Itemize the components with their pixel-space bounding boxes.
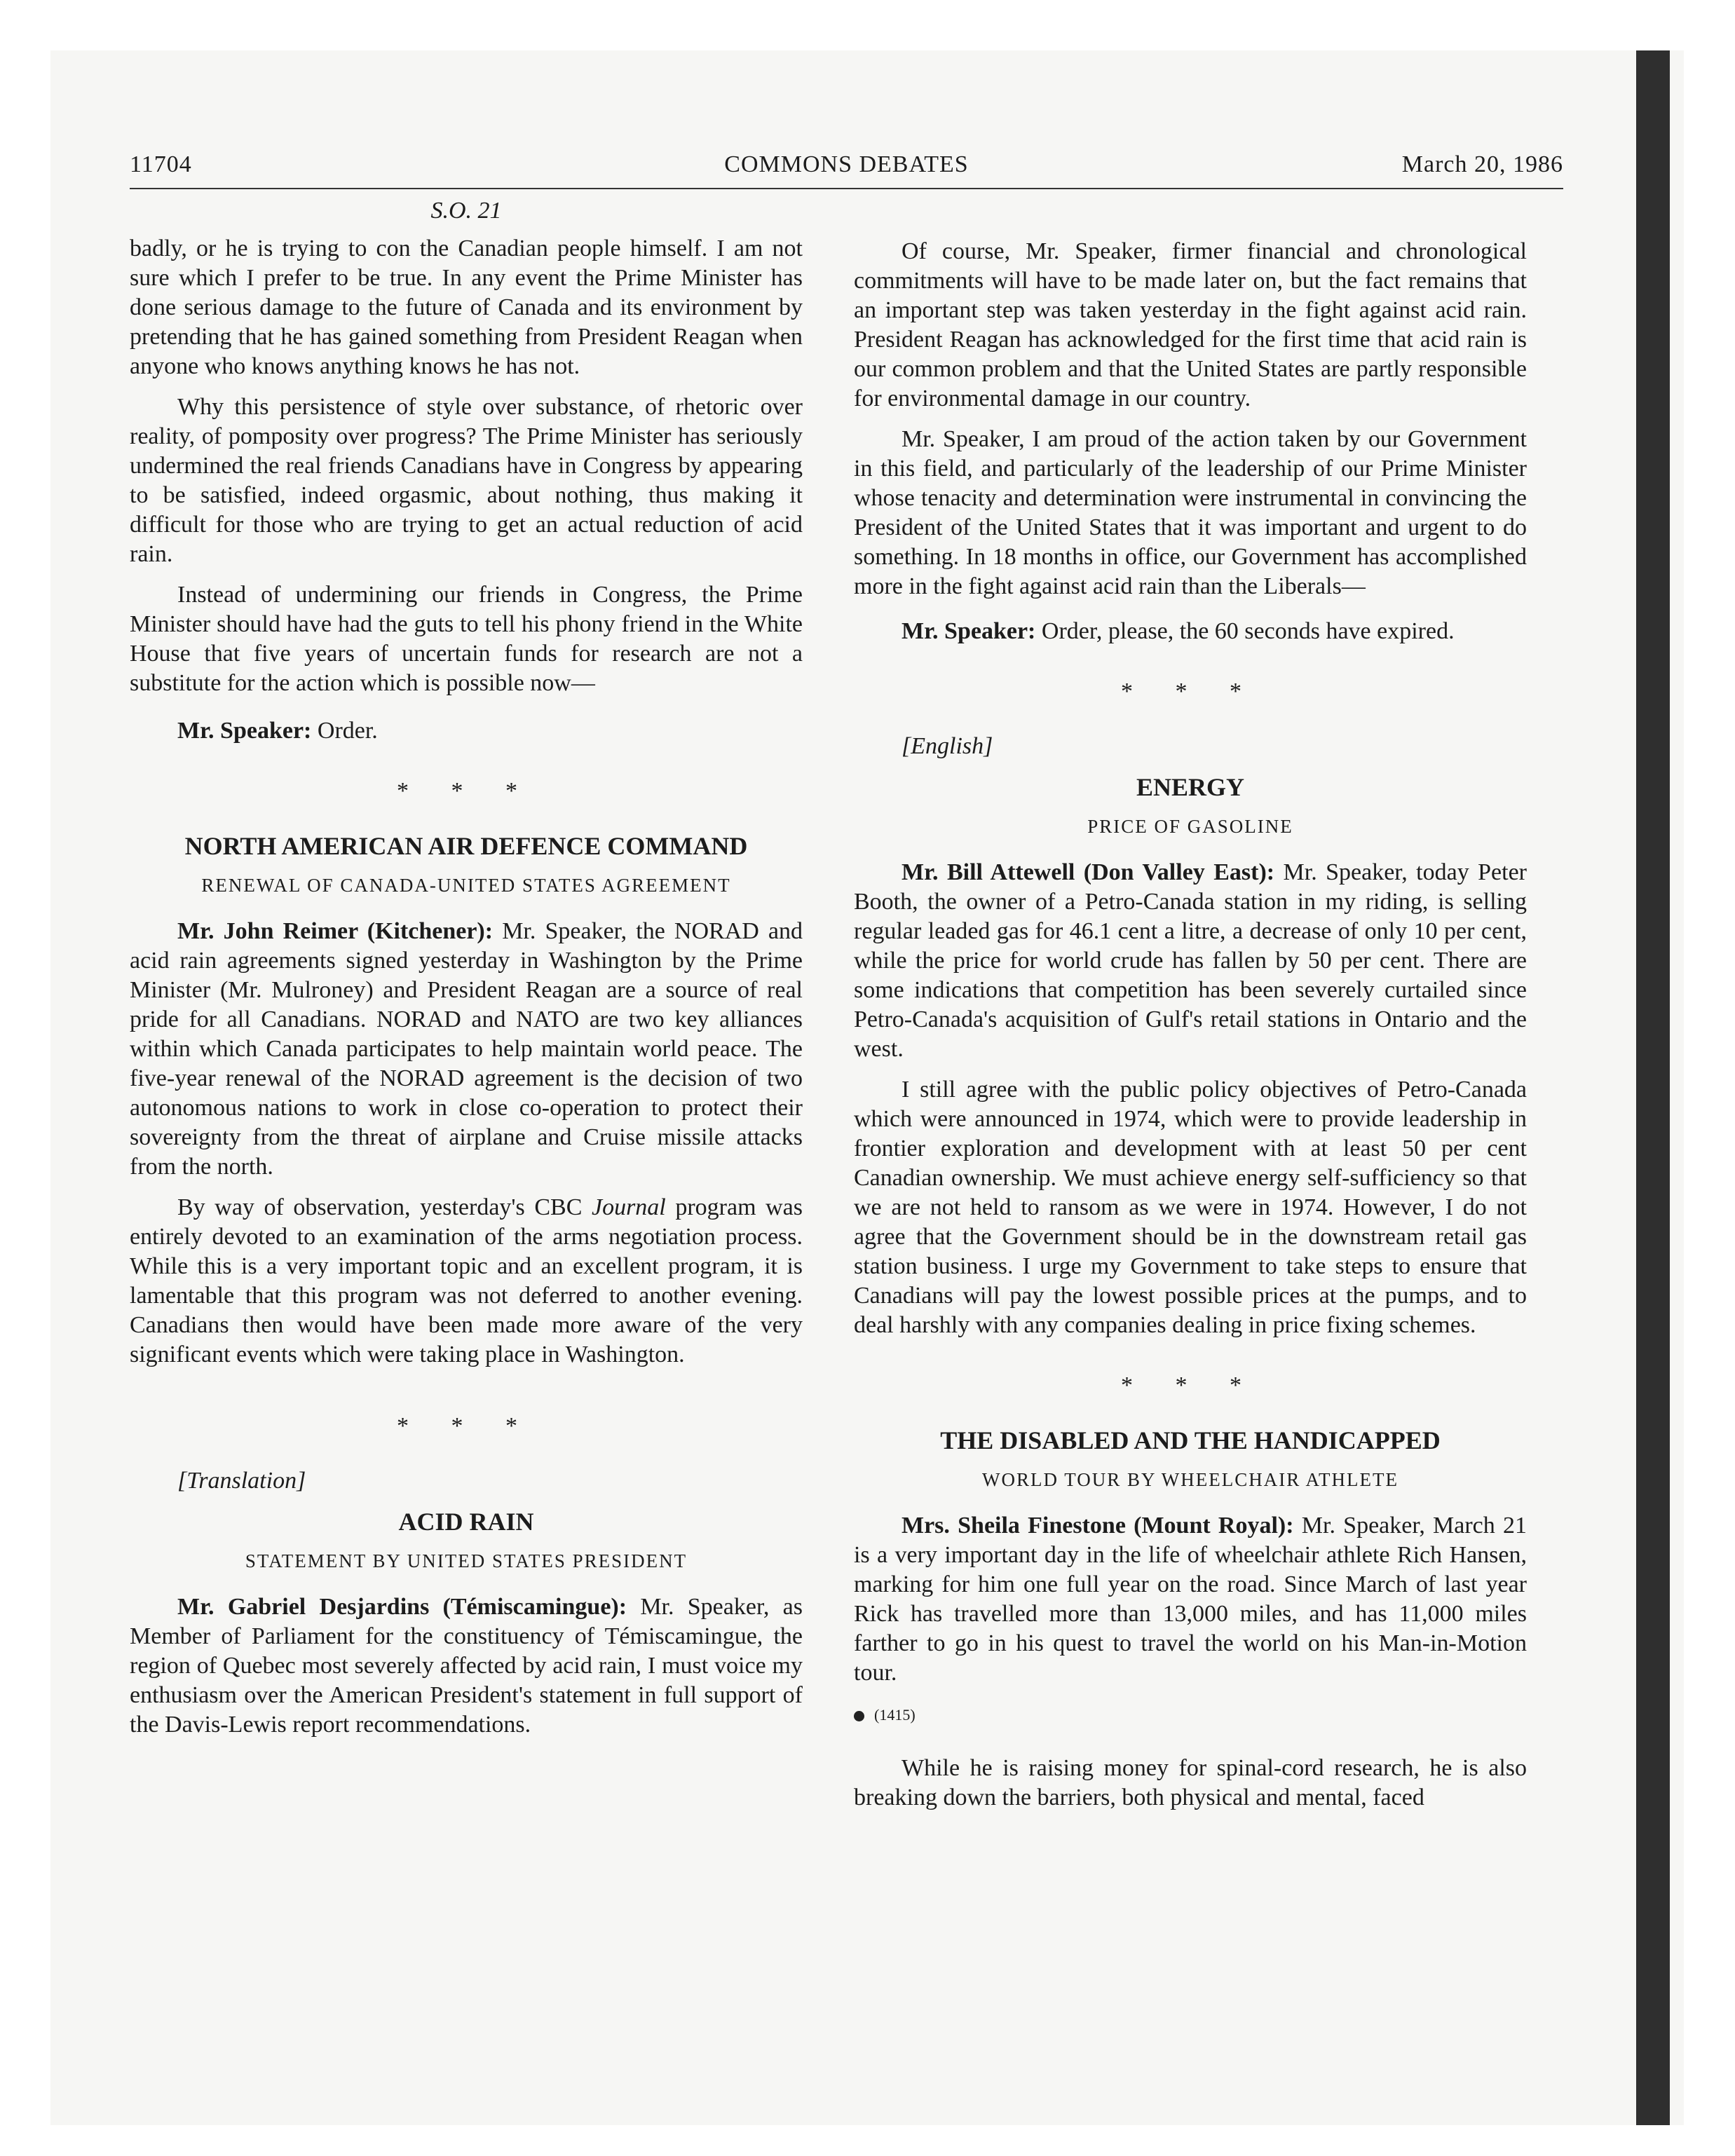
speaker-paragraph bbox=[854, 617, 1527, 646]
standing-order-label: S.O. 21 bbox=[430, 198, 502, 224]
speaker-text: Order, please, the 60 seconds have expired. bbox=[1041, 618, 1455, 644]
paragraph: Of course, Mr. Speaker, firmer financial and chronological commitments will have to be made later on, but the fact remains that an important step was taken yesterday in the fight against acid rain. President Reagan has acknowledged for the first time that acid rain is our common problem and that the United States are partly responsible for environmental damage in our country. bbox=[854, 238, 1527, 411]
speaker-paragraph bbox=[130, 716, 803, 746]
section-subheading: WORLD TOUR BY WHEELCHAIR ATHLETE bbox=[982, 1469, 1399, 1490]
text-run: By way of observation, yesterday's CBC bbox=[177, 1194, 583, 1220]
journal-title: COMMONS DEBATES bbox=[724, 151, 969, 177]
speaker-paragraph bbox=[854, 1511, 1527, 1688]
time-marker bbox=[854, 1700, 1527, 1730]
section-subheading: RENEWAL OF CANADA-UNITED STATES AGREEMENT bbox=[201, 875, 731, 896]
paragraph: I still agree with the public policy objectives of Petro-Canada which were announced in 1974, which were to provide leadership in frontier exploration and development with at least 50 per cent Canadian ownership. We must achieve energy self-sufficiency so that we are not held to ransom as we were in 1974. However, I do not agree that the Government should be in the downstream retail gas station business. I urge my Government to take steps to ensure that Canadians will pay the lowest possible prices at the pumps, and to deal harshly with any companies dealing in price fixing schemes. bbox=[854, 1077, 1527, 1338]
page-date: March 20, 1986 bbox=[1401, 151, 1563, 177]
time-marker-text: (1415) bbox=[874, 1706, 916, 1724]
section-subheading: PRICE OF GASOLINE bbox=[1087, 816, 1293, 837]
section-separator: * * * bbox=[397, 778, 536, 804]
speaker-text: Order. bbox=[317, 718, 378, 744]
speaker-name: Mr. Bill Attewell (Don Valley East): bbox=[901, 859, 1275, 885]
section-separator: * * * bbox=[1121, 678, 1260, 704]
speaker-text: Mr. Speaker, today Peter Booth, the owner of a Petro-Canada station in my riding, is selling regular leaded gas for 46.1 cent a litre, a decrease of only 10 per cent, while the price for world crude has fallen by 50 per cent. There are some indications that competition has been severely curtailed since Petro-Canada's acquisition of Gulf's retail stations in Ontario and the west. bbox=[854, 859, 1527, 1062]
section-heading: ACID RAIN bbox=[398, 1508, 534, 1536]
program-title: Journal bbox=[591, 1194, 666, 1220]
section-heading: THE DISABLED AND THE HANDICAPPED bbox=[940, 1426, 1441, 1454]
paragraph: Instead of undermining our friends in Congress, the Prime Minister should have had the guts to tell his phony friend in the White House that five years of uncertain funds for research are not a substitute for the action which is possible now— bbox=[130, 582, 803, 696]
speaker-name: Mr. John Reimer (Kitchener): bbox=[177, 918, 494, 944]
language-label: [Translation] bbox=[177, 1468, 306, 1494]
language-label: [English] bbox=[901, 733, 993, 759]
paragraph: badly, or he is trying to con the Canadian people himself. I am not sure which I prefer to be true. In any event the Prime Minister has done serious damage to the future of Canada and its environment by pretending that he has gained something from President Reagan when anyone who knows anything knows he has not. bbox=[130, 236, 803, 379]
speaker-text: Mr. Speaker, as Member of Parliament for the constituency of Témiscamingue, the region of Quebec most severely affected by acid rain, I must voice my enthusiasm over the American President's statement in full support of the Davis-Lewis report recommendations. bbox=[130, 1594, 803, 1738]
section-separator: * * * bbox=[1121, 1372, 1260, 1398]
page-number: 11704 bbox=[130, 151, 192, 177]
speaker-paragraph bbox=[854, 858, 1527, 1064]
paragraph bbox=[130, 1193, 803, 1370]
right-column bbox=[854, 237, 1527, 1824]
bullet-icon bbox=[854, 1711, 864, 1721]
speaker-name: Mr. Speaker: bbox=[901, 618, 1036, 644]
left-column bbox=[130, 196, 803, 1751]
running-header bbox=[130, 151, 1563, 189]
section-heading: NORTH AMERICAN AIR DEFENCE COMMAND bbox=[184, 832, 748, 860]
speaker-paragraph bbox=[130, 917, 803, 1182]
scan-edge-bar bbox=[1636, 50, 1670, 2125]
section-separator: * * * bbox=[397, 1413, 536, 1439]
paragraph: Why this persistence of style over substance, of rhetoric over reality, of pomposity over progress? The Prime Minister has seriously undermined the real friends Canadians have in Congress by appearing to be satisfied, indeed orgasmic, about nothing, thus making it difficult for those who are trying to get an actual reduction of acid rain. bbox=[130, 394, 803, 567]
speaker-text: Mr. Speaker, the NORAD and acid rain agreements signed yesterday in Washington by the Prime Minister (Mr. Mulroney) and President Reagan are a source of real pride for all Canadians. NORAD and NATO are two key alliances within which Canada participates to help maintain world peace. The five-year renewal of the NORAD agreement is the decision of two autonomous nations to work in close co-operation to protect their sovereignty from the threat of airplane and Cruise missile attacks from the north. bbox=[130, 918, 803, 1180]
speaker-name: Mr. Gabriel Desjardins (Témiscamingue): bbox=[177, 1594, 627, 1620]
speaker-name: Mr. Speaker: bbox=[177, 718, 312, 744]
speaker-name: Mrs. Sheila Finestone (Mount Royal): bbox=[901, 1513, 1294, 1538]
speaker-text: Mr. Speaker, March 21 is a very important day in the life of wheelchair athlete Rich Hansen, marking for him one full year on the road. Since March of last year Rick has travelled more than 13,000 miles, and has 11,000 miles farther to go in his quest to travel the world on his Man-in-Motion tour. bbox=[854, 1513, 1527, 1686]
paragraph: Mr. Speaker, I am proud of the action taken by our Government in this field, and particularly of the leadership of our Prime Minister whose tenacity and determination were instrumental in convincing the President of the United States that it was important and urgent to do something. In 18 months in office, our Government has accomplished more in the fight against acid rain than the Liberals— bbox=[854, 426, 1527, 599]
section-subheading: STATEMENT BY UNITED STATES PRESIDENT bbox=[245, 1550, 688, 1571]
paragraph: While he is raising money for spinal-cord research, he is also breaking down the barriers, both physical and mental, faced bbox=[854, 1755, 1527, 1810]
speaker-paragraph bbox=[130, 1592, 803, 1740]
text-run: program was entirely devoted to an examination of the arms negotiation process. While this is a very important topic and an excellent program, it is lamentable that this program was not deferred to another evening. Canadians then would have been made more aware of the very significant events which were taking place in Washington. bbox=[130, 1194, 803, 1367]
section-heading: ENERGY bbox=[1136, 773, 1245, 801]
